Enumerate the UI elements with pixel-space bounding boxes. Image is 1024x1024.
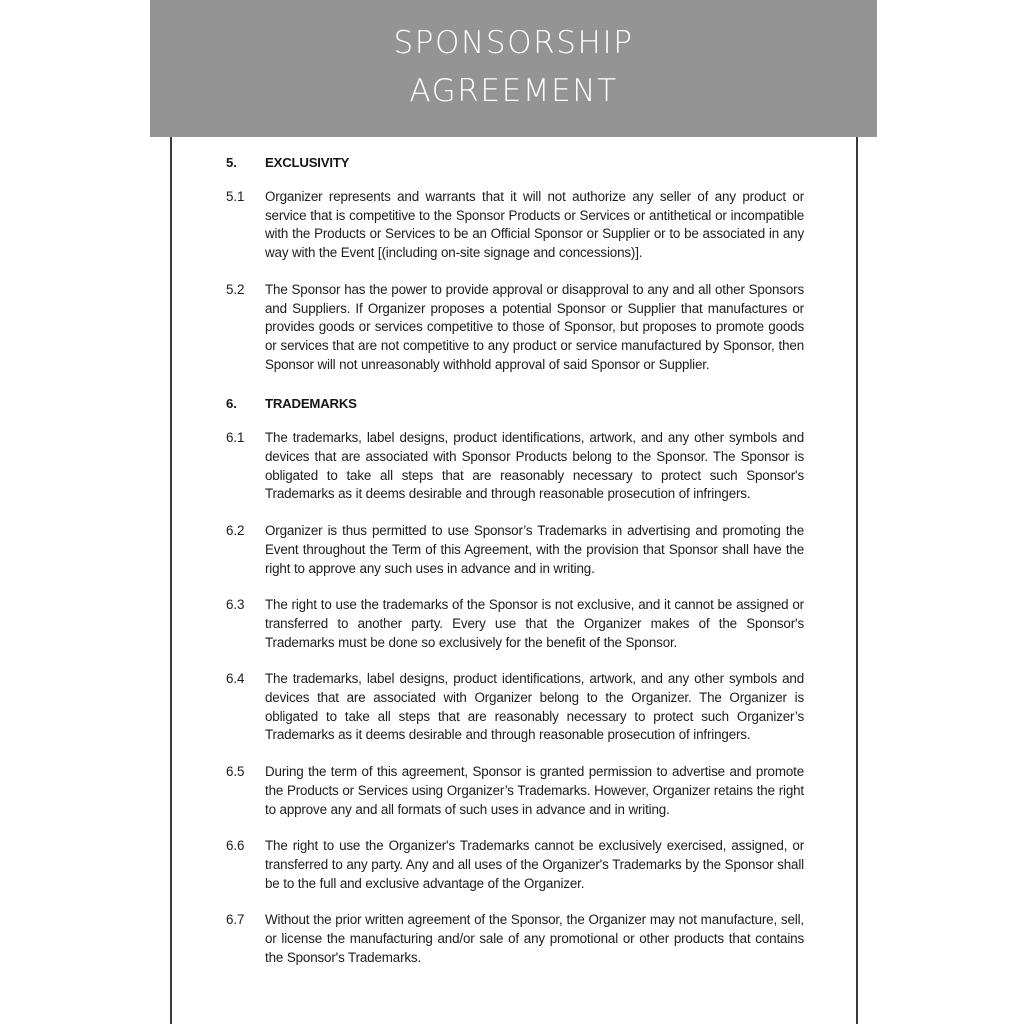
clause-number: 5.1 <box>226 189 245 204</box>
section-heading <box>226 396 804 411</box>
banner-title-line-2: AGREEMENT <box>409 72 618 109</box>
clause-list <box>226 155 804 968</box>
clause-text: The trademarks, label designs, product identifications, artwork, and any other symbols and devices that are associated with Sponsor Products belong to the Sponsor. The Sponsor is obligated to take all steps that are reasonably necessary to protect such Sponsor's Trademarks as it deems desirable and through reasonable prosecution of infringers. <box>265 430 804 502</box>
clause-number: 6.5 <box>226 764 245 780</box>
section-title: EXCLUSIVITY <box>265 155 350 170</box>
section-title: TRADEMARKS <box>265 396 357 412</box>
section-number: 6. <box>226 396 237 412</box>
clause-number: 6.3 <box>226 597 245 613</box>
banner-title-line-1: SPONSORSHIP <box>393 24 634 61</box>
clause-item <box>226 281 804 375</box>
clause-item <box>226 429 804 504</box>
clause-item <box>226 596 804 652</box>
clause-text: The right to use the Organizer's Trademarks cannot be exclusively exercised, assigned, or transferred to any party. Any and all uses of the Organizer's Trademarks by the Sponsor shall be to the full and exclusive advantage of the Organizer. <box>265 838 804 891</box>
clause-number: 6.6 <box>226 838 245 854</box>
clause-item <box>226 837 804 893</box>
clause-number: 5.2 <box>226 281 245 297</box>
clause-item <box>226 911 804 967</box>
clause-number: 6.4 <box>226 671 245 687</box>
clause-text: During the term of this agreement, Sponsor is granted permission to advertise and promote the Products or Services using Organizer’s Trademarks. However, Organizer retains the right to approve any and all formats of such uses in advance and in writing. <box>265 764 804 817</box>
clause-text: The trademarks, label designs, product identifications, artwork, and any other symbols and devices that are associated with Organizer belong to the Organizer. The Organizer is obligated to take all steps that are reasonably necessary to protect such Organizer’s Trademarks as it deems desirable and through reasonable prosecution of infringers. <box>265 671 804 743</box>
clause-text: The Sponsor has the power to provide approval or disapproval to any and all other Sponsors and Suppliers. If Organizer proposes a potential Sponsor or Supplier that manufactures or provides goods or services competitive to those of Sponsor, but proposes to promote goods or services that are not competitive to any product or service manufactured by Sponsor, then Sponsor will not unreasonably withhold approval of said Sponsor or Supplier. <box>265 281 804 372</box>
document-page <box>170 137 858 1024</box>
clause-number: 6.2 <box>226 523 245 539</box>
clause-item <box>226 522 804 578</box>
clause-number: 6.7 <box>226 912 245 928</box>
clause-text: Organizer represents and warrants that it will not authorize any seller of any product or service that is competitive to the Sponsor Products or Services or antithetical or incompatible with the Products or Services to be an Official Sponsor or Supplier or to be associated in any way with the Event [(including on-site signage and concessions)]. <box>265 189 804 261</box>
document-title-banner <box>150 0 877 137</box>
clause-item <box>226 188 804 263</box>
section-heading <box>226 155 804 170</box>
clause-item <box>226 670 804 745</box>
section-number: 5. <box>226 155 237 170</box>
clause-text: Without the prior written agreement of the Sponsor, the Organizer may not manufacture, sell, or license the manufacturing and/or sale of any promotional or other products that contains the Sponsor's Trademarks. <box>265 912 804 965</box>
clause-item <box>226 763 804 819</box>
clause-number: 6.1 <box>226 430 245 446</box>
clause-text: The right to use the trademarks of the Sponsor is not exclusive, and it cannot be assigned or transferred to another party. Every use that the Organizer makes of the Sponsor's Trademarks must be done so exclusively for the benefit of the Sponsor. <box>265 597 804 650</box>
clause-text: Organizer is thus permitted to use Sponsor’s Trademarks in advertising and promoting the Event throughout the Term of this Agreement, with the provision that Sponsor shall have the right to approve any such uses in advance and in writing. <box>265 523 804 576</box>
